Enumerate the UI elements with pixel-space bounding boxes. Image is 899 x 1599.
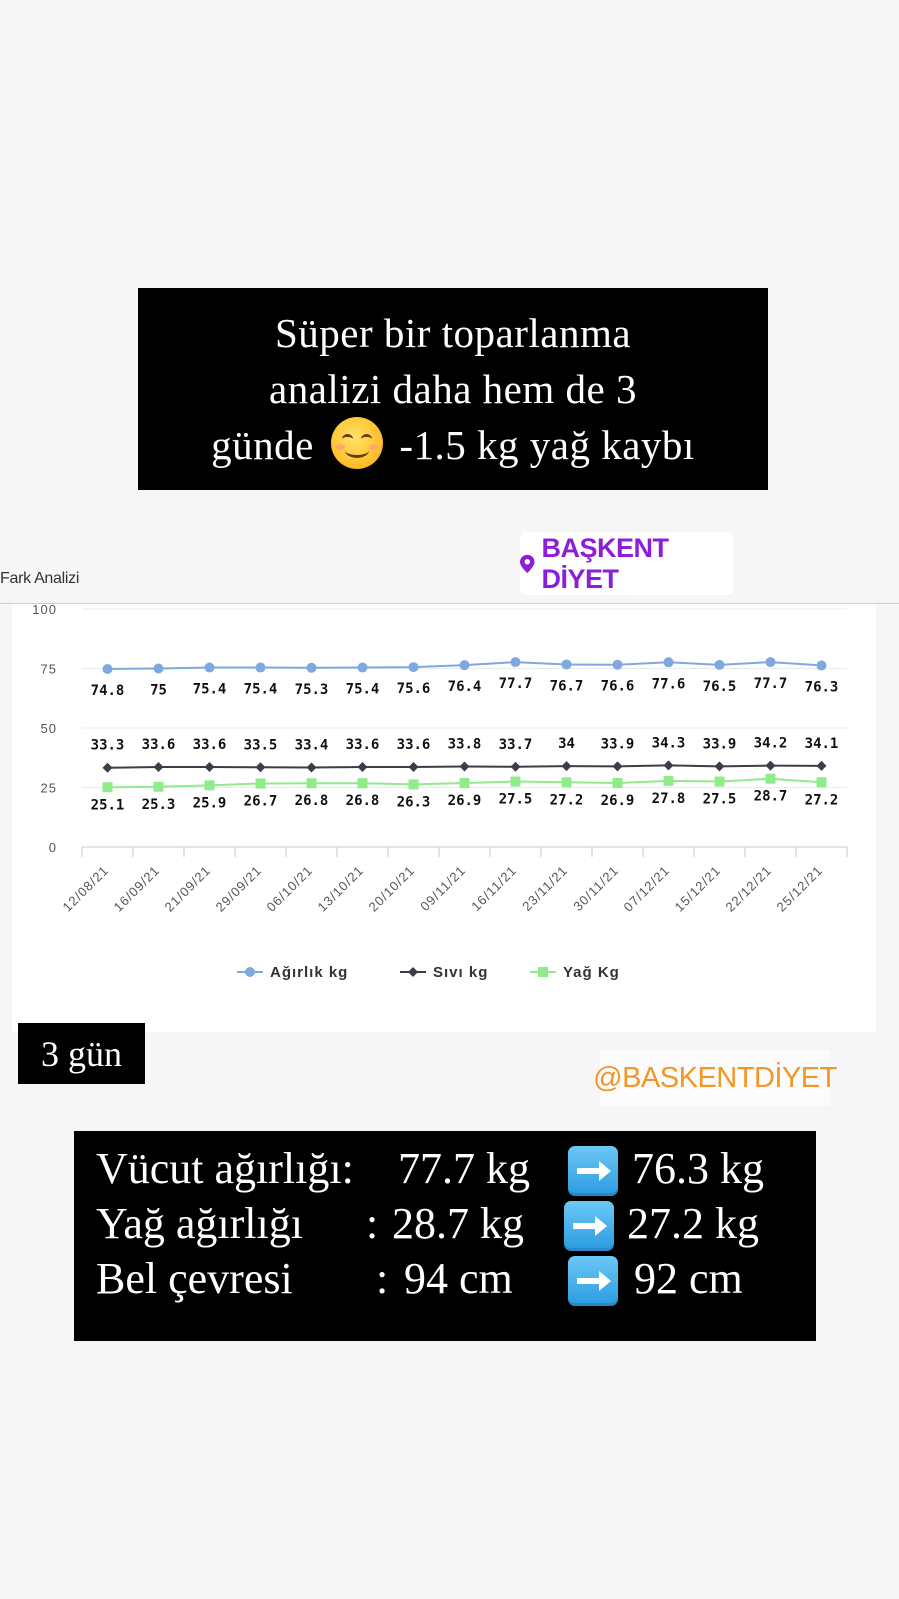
chart-title: Fark Analizi: [0, 570, 80, 587]
data-label: 26.8: [345, 793, 380, 810]
line-chart: [12, 604, 876, 1032]
x-tick-label: 23/11/21: [519, 862, 571, 914]
summary-before: 94 cm: [404, 1254, 513, 1303]
data-label: 76.4: [447, 679, 482, 696]
smiling-face-icon: [331, 417, 383, 469]
data-point: [154, 664, 164, 674]
data-point: [205, 663, 215, 673]
x-tick-label: 16/09/21: [110, 862, 163, 915]
data-label: 25.1: [90, 797, 125, 814]
x-tick-label: 16/11/21: [468, 862, 520, 914]
y-tick-label: 50: [40, 721, 57, 736]
data-label: 27.2: [804, 792, 839, 809]
data-label: 75.4: [243, 681, 278, 698]
data-point: [817, 761, 827, 771]
data-point: [409, 662, 419, 672]
headline-line-3-end: -1.5 kg yağ kaybı: [399, 422, 695, 468]
legend-label: Yağ Kg: [563, 964, 620, 981]
data-point: [613, 778, 623, 788]
data-point: [766, 657, 776, 667]
data-label: 33.9: [600, 736, 635, 753]
data-label: 74.8: [90, 682, 125, 699]
data-point: [256, 762, 266, 772]
data-point: [715, 660, 725, 670]
data-point: [562, 659, 572, 669]
data-point: [613, 761, 623, 771]
legend-marker: [245, 967, 255, 977]
right-arrow-icon: [564, 1201, 614, 1251]
data-label: 77.6: [651, 676, 686, 693]
data-point: [715, 777, 725, 787]
data-point: [460, 660, 470, 670]
data-label: 33.9: [702, 736, 737, 753]
legend-label: Ağırlık kg: [270, 964, 349, 981]
x-tick-label: 12/08/21: [59, 862, 112, 915]
data-point: [817, 777, 827, 787]
data-point: [103, 664, 113, 674]
data-point: [715, 761, 725, 771]
data-point: [664, 657, 674, 667]
summary-row-weight: [74, 1143, 816, 1198]
x-tick-label: 07/12/21: [620, 862, 673, 915]
summary-row-fat: [74, 1198, 816, 1253]
data-label: 34.2: [753, 735, 788, 752]
summary-after: 76.3 kg: [632, 1144, 764, 1193]
headline-line-1: Süper bir toparlanma: [274, 310, 632, 356]
handle-tag[interactable]: @BASKENTDİYET: [600, 1050, 830, 1106]
headline-line-3-start: günde: [211, 422, 314, 468]
data-point: [613, 660, 623, 670]
data-label: 34: [558, 736, 575, 753]
data-label: 26.3: [396, 794, 431, 811]
data-label: 33.3: [90, 737, 125, 754]
summary-before: 28.7 kg: [392, 1199, 524, 1248]
x-tick-label: 15/12/21: [671, 862, 724, 915]
data-label: 27.5: [498, 791, 533, 808]
data-point: [562, 777, 572, 787]
data-point: [766, 774, 776, 784]
data-point: [103, 782, 113, 792]
data-label: 25.3: [141, 796, 176, 813]
data-point: [562, 761, 572, 771]
data-point: [358, 762, 368, 772]
y-tick-label: 75: [40, 661, 57, 677]
y-tick-label: 0: [48, 840, 57, 855]
data-label: 26.9: [600, 792, 635, 809]
x-tick-label: 30/11/21: [570, 862, 622, 914]
data-point: [205, 762, 215, 772]
data-label: 34.3: [651, 735, 686, 752]
x-tick-label: 06/10/21: [263, 862, 316, 915]
headline-line-3: [211, 417, 695, 473]
data-label: 26.9: [447, 792, 482, 809]
legend-marker: [408, 967, 418, 977]
data-point: [358, 778, 368, 788]
data-point: [103, 763, 113, 773]
data-label: 27.8: [651, 790, 686, 807]
data-label: 33.6: [141, 737, 176, 754]
data-point: [307, 778, 317, 788]
location-tag-label: BAŞKENT DİYET: [541, 532, 669, 594]
data-point: [766, 761, 776, 771]
data-label: 75.4: [345, 681, 380, 698]
summary-label: Yağ ağırlığı: [96, 1199, 303, 1248]
data-point: [511, 777, 521, 787]
x-tick-label: 09/11/21: [417, 862, 469, 914]
data-label: 75.3: [294, 681, 329, 698]
data-label: 34.1: [804, 735, 839, 752]
x-tick-label: 22/12/21: [722, 862, 775, 915]
data-label: 75: [150, 682, 167, 699]
chart-axes: [32, 604, 847, 915]
headline-box: [138, 288, 768, 490]
x-tick-label: 13/10/21: [314, 862, 367, 915]
data-point: [511, 657, 521, 667]
location-tag[interactable]: [520, 532, 733, 595]
data-point: [154, 762, 164, 772]
x-tick-label: 21/09/21: [161, 862, 214, 915]
legend-marker: [538, 967, 548, 977]
summary-colon: :: [366, 1199, 379, 1248]
data-label: 33.4: [294, 737, 329, 754]
data-point: [358, 663, 368, 673]
right-arrow-icon: [568, 1256, 618, 1306]
summary-label: Bel çevresi: [96, 1254, 293, 1303]
data-label: 27.5: [702, 791, 737, 808]
data-point: [817, 660, 827, 670]
data-label: 77.7: [753, 676, 788, 693]
data-point: [154, 782, 164, 792]
summary-before: 77.7 kg: [398, 1144, 530, 1193]
legend-label: Sıvı kg: [433, 964, 489, 981]
data-label: 33.6: [396, 737, 431, 754]
data-label: 76.3: [804, 679, 839, 696]
data-point: [409, 762, 419, 772]
x-tick-label: 25/12/21: [773, 862, 826, 915]
data-label: 28.7: [753, 788, 788, 805]
summary-label: Vücut ağırlığı:: [96, 1144, 354, 1193]
data-label: 33.6: [192, 737, 227, 754]
data-label: 76.6: [600, 678, 635, 695]
x-tick-label: 29/09/21: [212, 862, 265, 915]
data-point: [256, 663, 266, 673]
data-point: [409, 779, 419, 789]
summary-after: 92 cm: [634, 1254, 743, 1303]
data-label: 26.7: [243, 793, 278, 810]
data-point: [256, 778, 266, 788]
days-tag: 3 gün: [18, 1023, 145, 1084]
data-point: [664, 776, 674, 786]
data-point: [307, 663, 317, 673]
data-label: 33.5: [243, 737, 278, 754]
chart-legend: [237, 964, 620, 981]
data-point: [307, 763, 317, 773]
data-label: 25.9: [192, 795, 227, 812]
data-point: [460, 778, 470, 788]
data-label: 75.6: [396, 681, 431, 698]
y-tick-label: 25: [40, 780, 57, 796]
data-point: [205, 780, 215, 790]
data-label: 26.8: [294, 793, 329, 810]
data-label: 33.6: [345, 737, 380, 754]
headline-line-2: analizi daha hem de 3: [269, 366, 637, 412]
chart-series: [103, 657, 827, 792]
summary-colon: :: [376, 1254, 389, 1303]
data-label: 76.7: [549, 678, 584, 695]
data-label: 77.7: [498, 676, 533, 693]
data-label: 33.8: [447, 736, 482, 753]
summary-row-waist: [74, 1253, 816, 1308]
location-pin-icon: [520, 554, 535, 574]
data-label: 33.7: [498, 736, 533, 753]
y-tick-label: 100: [32, 604, 57, 617]
data-point: [460, 762, 470, 772]
summary-box: [74, 1131, 816, 1341]
right-arrow-icon: [568, 1146, 618, 1196]
data-label: 76.5: [702, 678, 737, 695]
data-label: 75.4: [192, 681, 227, 698]
summary-after: 27.2 kg: [627, 1199, 759, 1248]
chart-panel: [12, 604, 876, 1032]
x-tick-label: 20/10/21: [365, 862, 418, 915]
data-label: 27.2: [549, 792, 584, 809]
chart-data-labels: [91, 676, 839, 813]
data-point: [511, 762, 521, 772]
data-point: [664, 760, 674, 770]
